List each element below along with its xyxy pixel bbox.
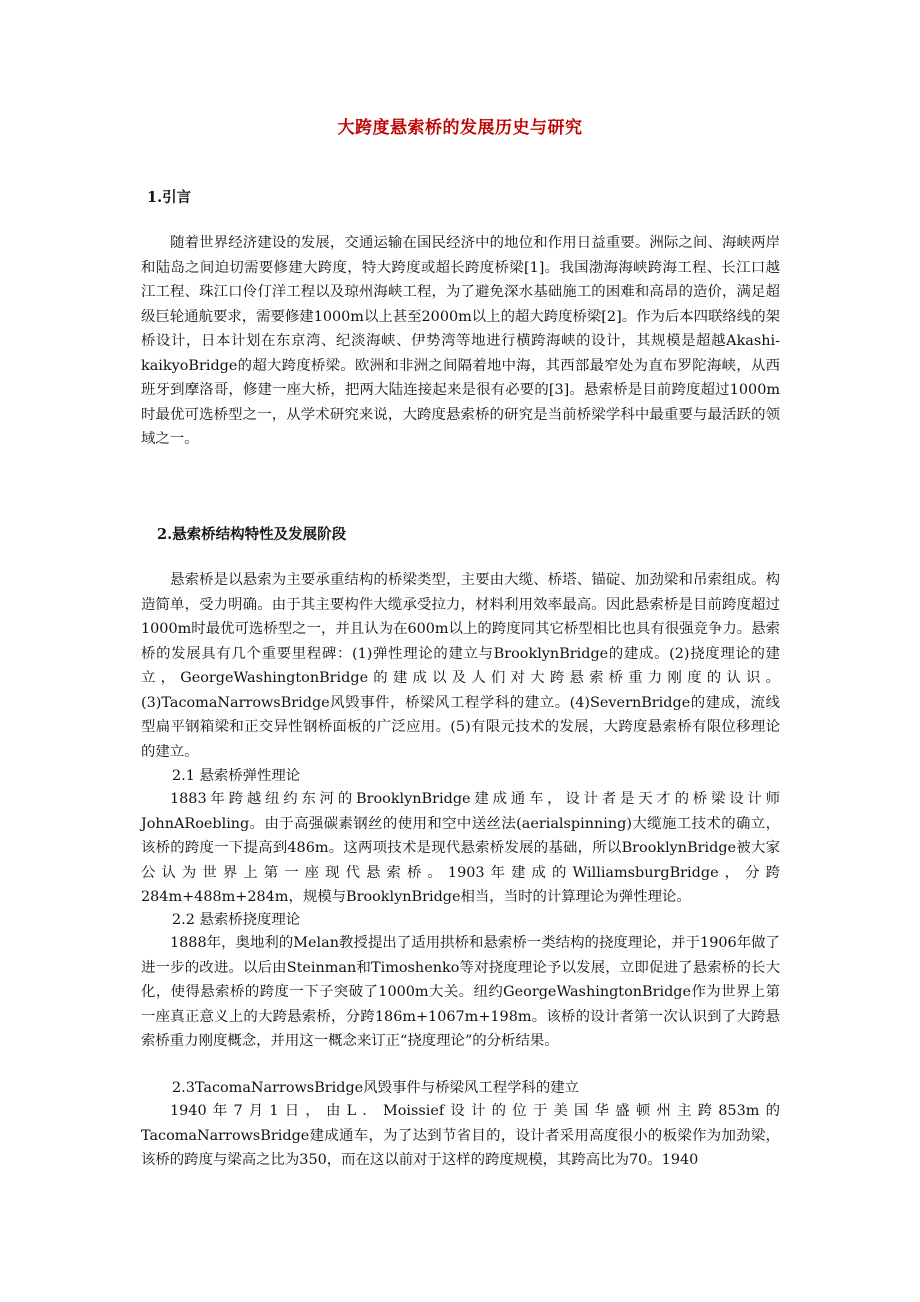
section-2-3-heading: 2.3TacomaNarrowsBridge风毁事件与桥梁风工程学科的建立 <box>172 1080 580 1096</box>
section-1-text: 随着世界经济建设的发展，交通运输在国民经济中的地位和作用日益重要。洲际之间、海峡两岸和陆岛之间迫切需要修建大跨度，特大跨度或超长跨度桥梁[1]。我国渤海海峡跨海工程、长江口越江工程、珠江口伶仃洋工程以及琼州海峡工程，为了避免深水基础施工的困难和高昂的造价，满足超级巨轮通航要求，需要修建1000m以上甚至2000m以上的超大跨度桥梁[2]。作为后本四联络线的架桥设计，日本计划在东京湾、纪淡海峡、伊势湾等地进行横跨海峡的设计，其规模是超越Akashi-kaikyoBridge的超大跨度桥梁。欧洲和非洲之间隔着地中海，其西部最窄处为直布罗陀海峡，从西班牙到摩洛哥，修建一座大桥，把两大陆连接起来是很有必要的[3]。悬索桥是目前跨度超过1000m时最优可选桥型之一，从学术研究来说，大跨度悬索桥的研究是当前桥梁学科中最重要与最活跃的领域之一。 <box>141 235 780 447</box>
section-1-paragraph <box>141 231 780 452</box>
document-title: 大跨度悬索桥的发展历史与研究 <box>337 118 583 138</box>
section-2-heading: 2.悬索桥结构特性及发展阶段 <box>157 526 347 543</box>
section-2-1-paragraph <box>141 787 780 910</box>
section-2-paragraph <box>141 568 780 764</box>
section-2-1-text: 1883年跨越纽约东河的BrooklynBridge建成通车，设计者是天才的桥梁设计师JohnARoebling。由于高强碳素钢丝的使用和空中送丝法(aerialspinning)大缆施工技术的确立，该桥的跨度一下提高到486m。这两项技术是现代悬索桥发展的基础，所以BrooklynBridge被大家公认为世界上第一座现代悬索桥。1903年建成的WilliamsburgBridge，分跨284m+488m+284m，规模与BrooklynBridge相当，当时的计算理论为弹性理论。 <box>141 791 780 905</box>
section-1-heading: 1.引言 <box>147 189 192 206</box>
section-2-3-text: 1940年7月1日，由L．Moissief设计的位于美国华盛顿州主跨853m的TacomaNarrowsBridge建成通车，为了达到节省目的，设计者采用高度很小的板梁作为加劲梁，该桥的跨度与梁高之比为350，而在这以前对于这样的跨度规模，其跨高比为70。1940 <box>141 1103 780 1168</box>
section-2-text: 悬索桥是以悬索为主要承重结构的桥梁类型，主要由大缆、桥塔、锚碇、加劲梁和吊索组成。构造简单，受力明确。由于其主要构件大缆承受拉力，材料利用效率最高。因此悬索桥是目前跨度超过1000m时最优可选桥型之一，并且认为在600m以上的跨度同其它桥型相比也具有很强竞争力。悬索桥的发展具有几个重要里程碑：(1)弹性理论的建立与BrooklynBridge的建成。(2)挠度理论的建立，GeorgeWashingtonBridge的建成以及人们对大跨悬索桥重力刚度的认识。(3)TacomaNarrowsBridge风毁事件，桥梁风工程学科的建立。(4)SevernBridge的建成，流线型扁平钢箱梁和正交异性钢桥面板的广泛应用。(5)有限元技术的发展，大跨度悬索桥有限位移理论的建立。 <box>141 572 780 760</box>
section-2-2-text: 1888年，奥地利的Melan教授提出了适用拱桥和悬索桥一类结构的挠度理论，并于1906年做了进一步的改进。以后由Steinman和Timoshenko等对挠度理论予以发展，立即促进了悬索桥的长大化，使得悬索桥的跨度一下子突破了1000m大关。纽约GeorgeWashingtonBridge作为世界上第一座真正意义上的大跨悬索桥，分跨186m+1067m+198m。该桥的设计者第一次认识到了大跨悬索桥重力刚度概念，并用这一概念来订正“挠度理论”的分析结果。 <box>141 935 780 1049</box>
section-2-3-paragraph <box>141 1099 780 1173</box>
section-2-2-heading: 2.2 悬索桥挠度理论 <box>172 912 301 928</box>
section-2-1-heading: 2.1 悬索桥弹性理论 <box>172 768 301 784</box>
section-2-2-paragraph <box>141 931 780 1054</box>
